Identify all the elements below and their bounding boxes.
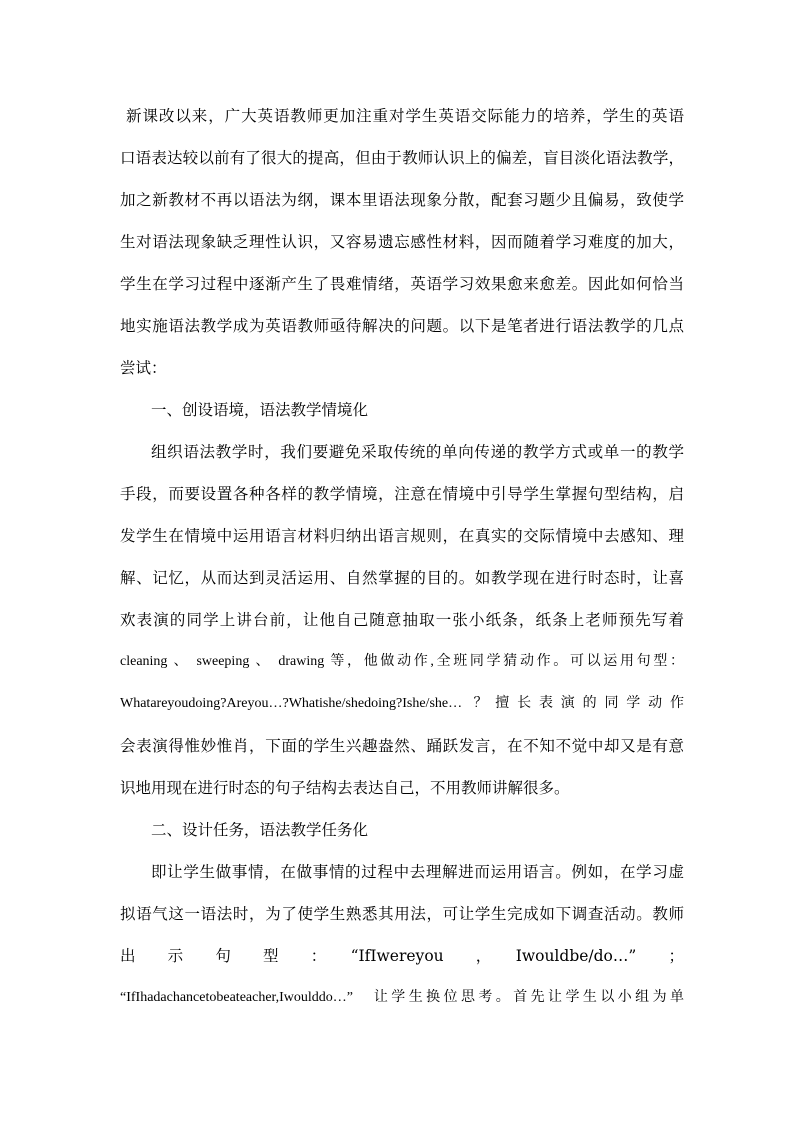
paragraph-line: 拟语气这一语法时，为了使学生熟悉其用法，可让学生完成如下调查活动。教师 xyxy=(120,905,684,923)
section-heading: 二、设计任务，语法教学任务化 xyxy=(151,821,369,839)
paragraph-line: 组织语法教学时，我们要避免采取传统的单向传递的教学方式或单一的教学 xyxy=(151,443,684,461)
paragraph-line: 即让学生做事情，在做事情的过程中去理解进而运用语言。例如，在学习虚 xyxy=(151,863,684,881)
paragraph-line: 地实施语法教学成为英语教师亟待解决的问题。以下是笔者进行语法教学的几点 xyxy=(120,317,684,335)
paragraph-line: 欢表演的同学上讲台前，让他自己随意抽取一张小纸条，纸条上老师预先写着 xyxy=(120,611,684,629)
paragraph-line: 生对语法现象缺乏理性认识，又容易遗忘感性材料，因而随着学习难度的加大， xyxy=(120,233,684,251)
paragraph-line: “IfIhadachancetobeateacher,Iwoulddo…” 让学生换位思考。首先让学生以小组为单 xyxy=(120,990,684,1005)
document-body xyxy=(120,95,684,1019)
paragraph-line: cleaning 、 sweeping 、 drawing 等，他做动作,全班同学猜动作。可以运用句型： xyxy=(120,654,684,669)
paragraph-line: 加之新教材不再以语法为纲，课本里语法现象分散，配套习题少且偏易，致使学 xyxy=(120,191,684,209)
paragraph-line: 学生在学习过程中逐渐产生了畏难情绪，英语学习效果愈来愈差。因此如何恰当 xyxy=(120,275,684,293)
paragraph-line: Whatareyoudoing?Areyou…?Whatishe/shedoing?Ishe/she… ？擅长表演的同学动作 xyxy=(120,696,684,711)
paragraph-line: 发学生在情境中运用语言材料归纳出语言规则，在真实的交际情境中去感知、理 xyxy=(120,527,684,545)
paragraph-line: 会表演得惟妙惟肖，下面的学生兴趣盎然、踊跃发言，在不知不觉中却又是有意 xyxy=(120,737,684,755)
paragraph-line: 识地用现在进行时态的句子结构去表达自己，不用教师讲解很多。 xyxy=(120,779,570,797)
paragraph-line: 出 示 句 型 ： “IfIwereyou ， Iwouldbe/do…” ； xyxy=(120,947,684,965)
paragraph-line: 新课改以来，广大英语教师更加注重对学生英语交际能力的培养，学生的英语 xyxy=(126,107,684,125)
section-heading: 一、创设语境，语法教学情境化 xyxy=(151,401,369,419)
paragraph-line: 口语表达较以前有了很大的提高，但由于教师认识上的偏差，盲目淡化语法教学， xyxy=(120,149,684,167)
paragraph-line: 手段，而要设置各种各样的教学情境，注意在情境中引导学生掌握句型结构，启 xyxy=(120,485,684,503)
paragraph-line: 解、记忆，从而达到灵活运用、自然掌握的目的。如教学现在进行时态时，让喜 xyxy=(120,569,684,587)
paragraph-line: 尝试： xyxy=(120,359,167,377)
